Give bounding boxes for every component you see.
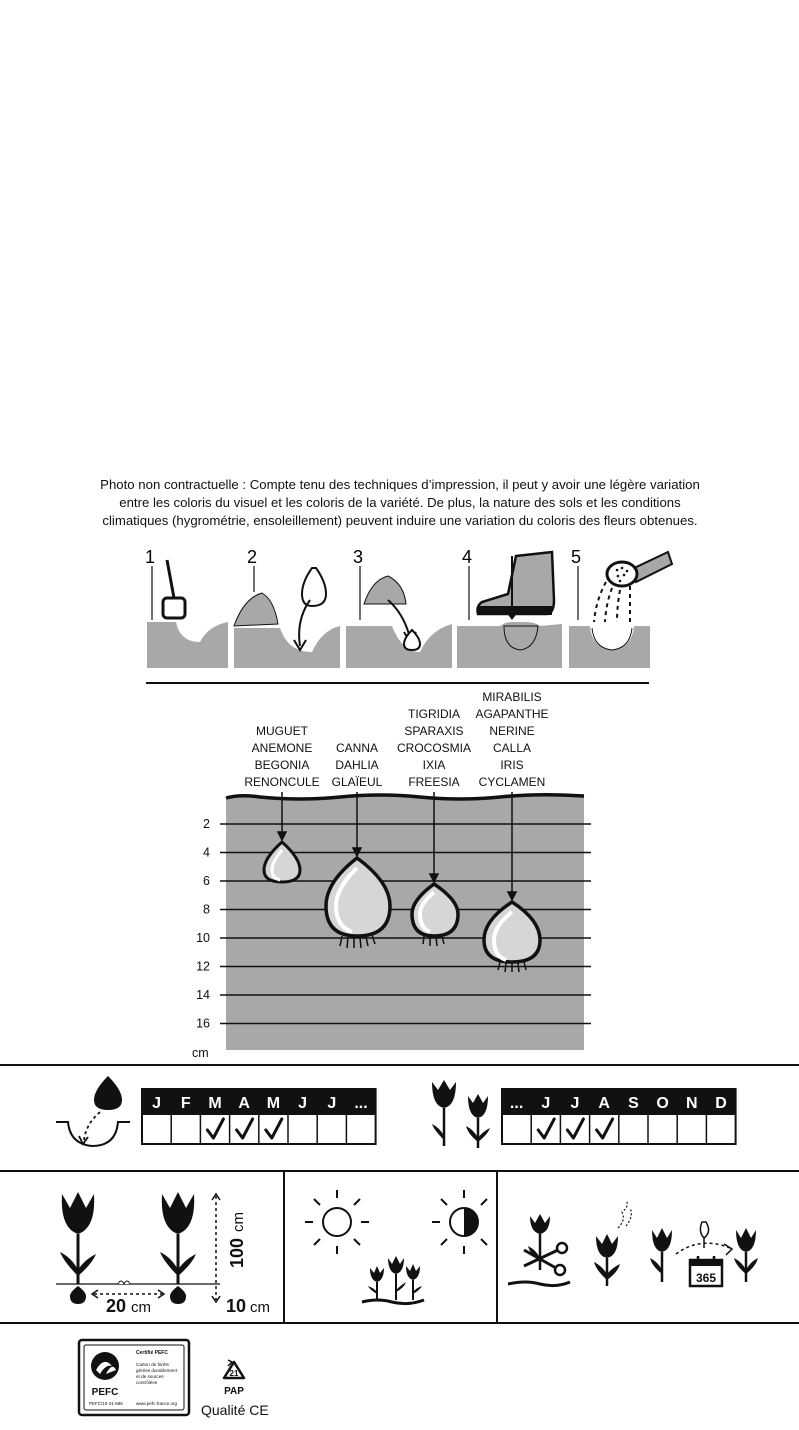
planting-pit-icon <box>56 1076 130 1146</box>
pefc-certified: Certifié PEFC <box>136 1350 168 1356</box>
bulb-icon <box>404 630 420 650</box>
quality-mark: Qualité CE <box>201 1402 269 1418</box>
depth-tick-label: 12 <box>196 959 210 974</box>
disclaimer <box>60 476 740 530</box>
pefc-desc: et de sources <box>136 1374 164 1379</box>
calendar-header <box>502 1089 736 1115</box>
calendar-header <box>142 1089 376 1115</box>
recycling-number: 21 <box>229 1369 239 1378</box>
check-icon <box>237 1119 253 1138</box>
plant-group-1 <box>244 724 319 789</box>
check-icon <box>567 1119 583 1138</box>
month-label: J <box>298 1095 308 1112</box>
step-number: 5 <box>571 547 582 567</box>
recycling-code: PAP <box>224 1386 244 1397</box>
plant-name: SPARAXIS <box>404 724 464 738</box>
plant-name: AGAPANTHE <box>475 707 549 721</box>
month-label: A <box>238 1095 250 1112</box>
half-shade-icon <box>432 1190 487 1254</box>
step-number: 3 <box>353 547 364 567</box>
month-label: M <box>208 1095 222 1112</box>
pefc-logo-icon <box>91 1352 119 1380</box>
step-4-press <box>457 547 562 668</box>
full-sun-icon <box>305 1190 369 1254</box>
plant-name: MUGUET <box>256 724 308 738</box>
pefc-url: www.pefc-france.org <box>136 1401 178 1406</box>
height-unit: cm <box>230 1212 247 1232</box>
plant-name: NERINE <box>489 724 535 738</box>
month-label: O <box>656 1095 669 1112</box>
depth-unit-label: cm <box>192 1046 209 1060</box>
pefc-desc: Carton de forêts <box>136 1362 169 1367</box>
flowering-calendar-panel <box>399 1066 799 1170</box>
depth-tick-label: 16 <box>196 1016 210 1031</box>
tulip-left-icon <box>60 1192 96 1304</box>
depth-tick-label: 6 <box>203 874 210 888</box>
depth-chart <box>0 686 799 1062</box>
spade-icon <box>163 598 185 618</box>
plant-name: CYCLAMEN <box>478 775 546 789</box>
check-icon <box>597 1119 613 1138</box>
depth-tick-label: 8 <box>203 902 210 917</box>
tulips-icon <box>432 1080 490 1148</box>
plant-name: FREESIA <box>408 775 460 789</box>
bulb-icon <box>302 568 326 606</box>
month-label: M <box>266 1095 281 1112</box>
month-label: A <box>598 1095 610 1112</box>
step-number: 1 <box>145 547 156 567</box>
depth-unit: cm <box>250 1299 270 1316</box>
month-label: N <box>686 1095 698 1112</box>
check-icon <box>266 1119 282 1138</box>
spacing-distance-unit: cm <box>131 1299 151 1316</box>
plant-group-2 <box>332 741 383 789</box>
exposure-panel <box>285 1172 496 1322</box>
step-1-dig <box>145 547 228 668</box>
month-label: J <box>541 1095 551 1112</box>
boot-icon <box>478 552 555 614</box>
month-label: J <box>570 1095 580 1112</box>
planting-calendar-panel <box>0 1066 399 1170</box>
plant-name: MIRABILIS <box>482 690 542 704</box>
fragrant-tulip-icon <box>594 1200 631 1286</box>
check-icon <box>207 1119 223 1138</box>
calendar-icon <box>690 1256 722 1286</box>
depth-value: 10 <box>226 1296 247 1316</box>
pefc-desc: gérées durablement <box>136 1368 177 1373</box>
month-label: S <box>628 1095 639 1112</box>
disclaimer-line: climatiques (hygrométrie, ensoleillement) peuvent induire une variation du coloris des fleurs obtenues. <box>102 513 698 528</box>
pefc-desc: contrôlées <box>136 1380 158 1385</box>
plant-name: IRIS <box>500 758 524 772</box>
plant-name: CALLA <box>492 741 532 755</box>
month-label: J <box>327 1095 337 1112</box>
calendar-badge: 365 <box>695 1271 717 1285</box>
plant-name: ANEMONE <box>251 741 313 755</box>
plant-name: RENONCULE <box>244 775 320 789</box>
check-icon <box>538 1119 554 1138</box>
plant-name: IXIA <box>422 758 446 772</box>
planting-steps <box>0 540 799 690</box>
plant-name: DAHLIA <box>335 758 379 772</box>
plant-group-3 <box>397 707 471 789</box>
plant-name: CANNA <box>335 741 379 755</box>
pefc-label <box>79 1340 189 1415</box>
step-number: 4 <box>462 547 473 567</box>
plant-name: CROCOSMIA <box>396 741 472 755</box>
plant-name: TIGRIDIA <box>407 707 461 721</box>
month-label: ... <box>354 1095 368 1112</box>
step-3-cover <box>346 547 452 668</box>
step-2-drop-bulb <box>234 547 340 668</box>
height-value: 100 <box>227 1237 247 1268</box>
plant-name: GLAÏEUL <box>331 775 383 789</box>
depth-tick-label: 4 <box>203 845 210 860</box>
disclaimer-line: entre les coloris du visuel et les coloris de la variété. De plus, la nature des sols et les conditions <box>119 495 681 510</box>
recycling-icon <box>224 1360 244 1397</box>
certification-area <box>0 1330 320 1430</box>
month-label: J <box>152 1095 162 1112</box>
month-label: ... <box>509 1095 524 1112</box>
cut-flower-icon <box>508 1214 570 1286</box>
pefc-logo-text: PEFC <box>91 1387 119 1398</box>
month-label: F <box>180 1095 191 1112</box>
step-5-water <box>569 547 672 668</box>
plant-group-4 <box>475 690 548 789</box>
depth-tick-label: 2 <box>203 817 210 831</box>
tulip-right-icon <box>160 1192 196 1304</box>
step-number: 2 <box>247 547 258 567</box>
disclaimer-line: Photo non contractuelle : Compte tenu des techniques d’impression, il peut y avoir une légère variation <box>100 477 700 492</box>
depth-tick-label: 10 <box>196 931 210 945</box>
month-label: D <box>715 1095 727 1112</box>
spacing-distance-value: 20 <box>106 1296 127 1316</box>
pefc-code: PEFC/10-31-596 <box>89 1401 123 1406</box>
spacing-panel <box>0 1172 284 1322</box>
care-panel <box>498 1172 799 1322</box>
depth-tick-label: 14 <box>196 988 210 1002</box>
plant-name: BEGONIA <box>254 758 310 772</box>
flowerbed-icon <box>362 1256 424 1304</box>
